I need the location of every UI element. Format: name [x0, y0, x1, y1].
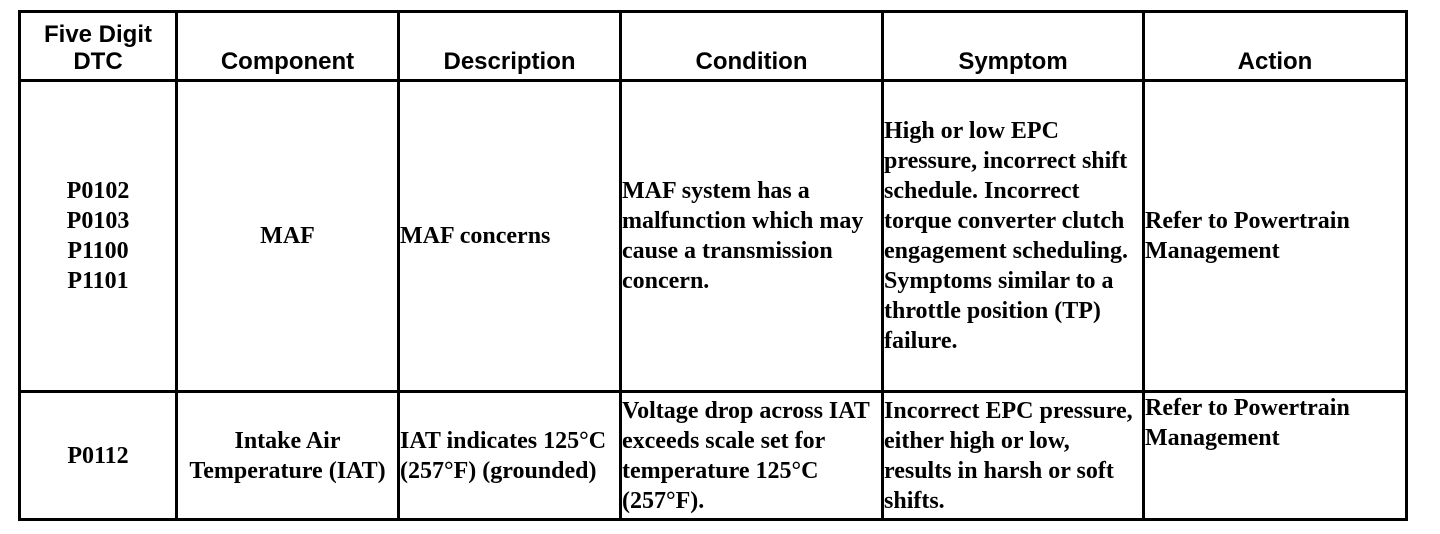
condition-cell: Voltage drop across IAT exceeds scale set for temperature 125°C (257°F).: [621, 392, 883, 520]
description-cell: IAT indicates 125°C (257°F) (grounded): [399, 392, 621, 520]
header-dtc: Five Digit DTC: [20, 12, 177, 81]
symptom-cell: High or low EPC pressure, incorrect shift schedule. Incorrect torque converter clutch engagement scheduling. Symptoms similar to a throttle position (TP) failure.: [883, 81, 1144, 392]
description-cell: MAF concerns: [399, 81, 621, 392]
dtc-code: P0103: [66, 208, 130, 234]
dtc-cell: [20, 81, 177, 392]
symptom-cell: Incorrect EPC pressure, either high or low, results in harsh or soft shifts.: [883, 392, 1144, 520]
dtc-cell: [20, 392, 177, 520]
dtc-table: [18, 10, 1408, 521]
dtc-code: P0112: [67, 442, 129, 469]
header-condition: Condition: [621, 12, 883, 81]
dtc-code: P1101: [67, 268, 129, 294]
header-symptom: Symptom: [883, 12, 1144, 81]
header-component: Component: [177, 12, 399, 81]
component-cell: MAF: [177, 81, 399, 392]
header-row: [20, 12, 1407, 81]
header-action: Action: [1144, 12, 1407, 81]
dtc-code: P0102: [66, 178, 130, 204]
action-text: Refer to Powertrain Management: [1145, 208, 1350, 264]
dtc-code: P1100: [67, 238, 129, 264]
action-cell: [1144, 81, 1407, 392]
condition-cell: MAF system has a malfunction which may cause a transmission concern.: [621, 81, 883, 392]
header-description: Description: [399, 12, 621, 81]
action-cell: [1144, 392, 1407, 520]
table-row: [20, 392, 1407, 520]
action-text: Refer to Powertrain Management: [1145, 395, 1350, 451]
component-cell: Intake Air Temperature (IAT): [177, 392, 399, 520]
table-row: [20, 81, 1407, 392]
